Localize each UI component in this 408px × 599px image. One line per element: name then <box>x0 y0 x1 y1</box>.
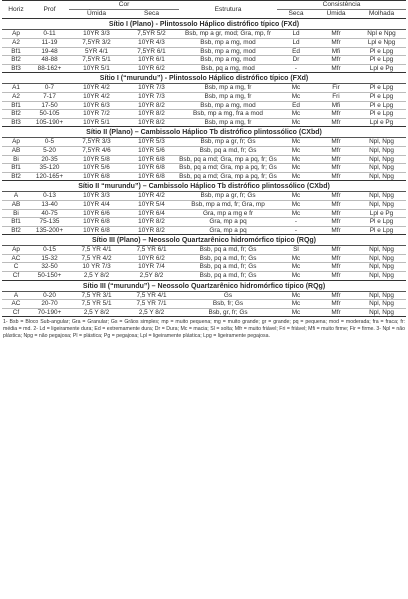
cell-umida: 7,5 YR 3/1 <box>69 291 124 300</box>
cell-c-umida: Mfi <box>315 47 357 56</box>
cell-seca: 10YR 8/2 <box>124 101 179 110</box>
cell-umida: 5YR 4/1 <box>69 47 124 56</box>
cell-molhada: Npl, Npg <box>357 192 406 201</box>
cell-seca: 10YR 7/4 <box>124 263 179 272</box>
cell-seca: 7,5 YR 7/1 <box>124 300 179 309</box>
table-row <box>2 92 406 101</box>
cell-seca: 10YR 8/2 <box>124 218 179 227</box>
cell-seca: 10YR 6/2 <box>124 254 179 263</box>
cell-c-seca: - <box>277 218 315 227</box>
section-header <box>2 235 406 246</box>
cell-prof: 70-190+ <box>30 308 69 317</box>
cell-umida: 10YR 4/4 <box>69 200 124 209</box>
table-row <box>2 172 406 181</box>
col-header-prof: Prof <box>30 1 69 19</box>
cell-umida: 7,5YR 4/6 <box>69 146 124 155</box>
cell-c-umida: Mfr <box>315 246 357 255</box>
cell-umida: 10YR 6/8 <box>69 226 124 235</box>
cell-estrutura: Bsb, mp a mg, mod <box>179 47 277 56</box>
cell-prof: 17-50 <box>30 101 69 110</box>
cell-estrutura: Bsb, mp a md, fr; Gra, mp <box>179 200 277 209</box>
cell-seca: 10YR 7/3 <box>124 84 179 93</box>
cell-c-seca: Ed <box>277 47 315 56</box>
cell-c-seca: Mc <box>277 172 315 181</box>
cell-c-umida: Mfr <box>315 226 357 235</box>
cell-c-seca: Mc <box>277 118 315 127</box>
cell-horiz: Cf <box>2 272 30 281</box>
cell-seca: 10YR 4/2 <box>124 192 179 201</box>
cell-umida: 10YR 5/1 <box>69 118 124 127</box>
cell-c-seca: Mc <box>277 209 315 218</box>
cell-horiz: Bf2 <box>2 172 30 181</box>
cell-seca: 10YR 6/1 <box>124 56 179 65</box>
cell-molhada: Npl, Npg <box>357 200 406 209</box>
cell-umida: 10YR 4/2 <box>69 84 124 93</box>
cell-c-umida: Mfr <box>315 118 357 127</box>
cell-c-seca: Sl <box>277 246 315 255</box>
cell-estrutura: Bsb, mp a mg, fr <box>179 84 277 93</box>
table-row <box>2 200 406 209</box>
cell-umida: 10YR 6/3 <box>69 101 124 110</box>
cell-prof: 105-190+ <box>30 118 69 127</box>
table-row <box>2 155 406 164</box>
cell-c-umida: Mfi <box>315 101 357 110</box>
cell-molhada: Npl, Npg <box>357 138 406 147</box>
cell-estrutura: Bsb, pq a md; Gra, mp a pq, fr; Gs <box>179 155 277 163</box>
cell-umida: 10YR 5/1 <box>69 64 124 73</box>
cell-c-seca: Mc <box>277 146 315 155</box>
cell-horiz: Bf1 <box>2 218 30 227</box>
col-header-estrutura: Estrutura <box>179 1 277 19</box>
cell-c-umida: Mfr <box>315 56 357 65</box>
cell-c-seca: Ld <box>277 39 315 48</box>
cell-molhada: Pl e Lpg <box>357 56 406 65</box>
cell-estrutura: Bsb, mp a gr, fr; Gs <box>179 192 277 201</box>
cell-c-umida: Mfr <box>315 146 357 155</box>
table-row <box>2 146 406 155</box>
cell-umida: 10 YR 7/3 <box>69 263 124 272</box>
cell-estrutura: Bsb, gr, fr; Gs <box>179 308 277 317</box>
cell-molhada: Pl e Lpg <box>357 84 406 93</box>
cell-prof: 135-200+ <box>30 226 69 235</box>
section-title: Sítio II “murundu”) – Cambissolo Háplico Tb distrófico plintossólico (CXbd) <box>2 181 406 192</box>
table-row <box>2 56 406 65</box>
cell-umida: 10YR 6/6 <box>69 209 124 218</box>
cell-seca: 10YR 6/8 <box>124 164 179 173</box>
cell-prof: 0-7 <box>30 84 69 93</box>
cell-estrutura: Bsb, pq a md, fr; Gs <box>179 146 277 155</box>
cell-horiz: Bf3 <box>2 118 30 127</box>
cell-molhada: Npl, Npg <box>357 308 406 317</box>
cell-seca: 10YR 6/8 <box>124 155 179 164</box>
col-header-seca: Seca <box>124 10 179 19</box>
cell-horiz: Ap <box>2 138 30 147</box>
cell-molhada: Npl, Npg <box>357 155 406 164</box>
section-header <box>2 181 406 192</box>
cell-umida: 7,5 YR 5/1 <box>69 300 124 309</box>
cell-prof: 0-5 <box>30 138 69 147</box>
col-header-umida: Úmida <box>69 10 124 19</box>
cell-molhada: Npl, Npg <box>357 263 406 272</box>
cell-prof: 5-20 <box>30 146 69 155</box>
cell-umida: 10YR 7/2 <box>69 110 124 119</box>
cell-horiz: AC <box>2 300 30 309</box>
cell-estrutura: Bsb, pq a md; Gra, mp a pq, fr; Gs <box>179 172 277 180</box>
cell-seca: 7,5 YR 6/1 <box>124 246 179 255</box>
cell-c-umida: Mfr <box>315 254 357 263</box>
cell-horiz: AC <box>2 254 30 263</box>
cell-c-umida: Mfr <box>315 209 357 218</box>
cell-molhada: Pl e Lpg <box>357 226 406 235</box>
cell-estrutura: Bsb, pq a md, fr; Gs <box>179 254 277 263</box>
cell-c-seca: Ed <box>277 101 315 110</box>
cell-molhada: Lpl e Npg <box>357 39 406 48</box>
cell-umida: 10YR 4/2 <box>69 92 124 101</box>
section-title: Sítio II (Plano) – Cambissolo Háplico Tb distrófico plintossólico (CXbd) <box>2 127 406 138</box>
cell-c-seca: Mc <box>277 308 315 317</box>
cell-prof: 15-32 <box>30 254 69 263</box>
cell-estrutura: Bsb, pq a md; Gra, mp a pq, fr; Gs <box>179 164 277 172</box>
cell-horiz: Ap <box>2 246 30 255</box>
table-body <box>2 19 406 317</box>
cell-seca: 10YR 4/3 <box>124 39 179 48</box>
cell-molhada: Lpl e Pg <box>357 64 406 73</box>
cell-horiz: Cf <box>2 308 30 317</box>
cell-seca: 2,5 Y 8/2 <box>124 308 179 317</box>
cell-c-seca: Mc <box>277 110 315 119</box>
cell-estrutura: Bsb, mp a mg, fr <box>179 118 277 127</box>
table-row <box>2 291 406 300</box>
cell-molhada: Npl, Npg <box>357 254 406 263</box>
section-header <box>2 73 406 84</box>
cell-c-umida: Fir <box>315 84 357 93</box>
cell-molhada: Npl, Npg <box>357 272 406 281</box>
cell-horiz: Bf1 <box>2 47 30 56</box>
cell-estrutura: Bsb, mp a mg, mod <box>179 101 277 110</box>
cell-c-umida: Mfr <box>315 218 357 227</box>
cell-prof: 0-20 <box>30 291 69 300</box>
cell-prof: 0-15 <box>30 246 69 255</box>
cell-molhada: Npl, Npg <box>357 246 406 255</box>
cell-estrutura: Bsb, mp a mg, mod <box>179 56 277 65</box>
table-row <box>2 101 406 110</box>
cell-c-seca: Mc <box>277 254 315 263</box>
cell-seca: 2,5Y 8/2 <box>124 272 179 281</box>
cell-estrutura: Bsb, pq a mg, mod <box>179 64 277 73</box>
cell-molhada: Npl, Npg <box>357 164 406 173</box>
cell-c-seca: Mc <box>277 272 315 281</box>
table-row <box>2 110 406 119</box>
cell-c-umida: Mfr <box>315 164 357 173</box>
cell-prof: 0-11 <box>30 30 69 39</box>
table-row <box>2 64 406 73</box>
cell-c-seca: Mc <box>277 300 315 309</box>
cell-estrutura: Gs <box>179 291 277 300</box>
cell-seca: 10YR 8/2 <box>124 226 179 235</box>
col-header-consistencia: Consistência <box>277 1 406 10</box>
cell-prof: 11-19 <box>30 39 69 48</box>
cell-c-seca: Mc <box>277 84 315 93</box>
cell-molhada: Pl e Lpg <box>357 47 406 56</box>
cell-prof: 35-120 <box>30 164 69 173</box>
cell-seca: 7,5 YR 4/1 <box>124 291 179 300</box>
cell-c-seca: Mc <box>277 200 315 209</box>
cell-estrutura: Bsb, fr; Gs <box>179 300 277 309</box>
cell-c-seca: - <box>277 64 315 73</box>
cell-prof: 20-70 <box>30 300 69 309</box>
table-row <box>2 246 406 255</box>
cell-umida: 2,5 Y 8/2 <box>69 272 124 281</box>
table-row <box>2 192 406 201</box>
cell-umida: 10YR 3/3 <box>69 192 124 201</box>
cell-c-umida: Mfr <box>315 138 357 147</box>
cell-seca: 10YR 6/8 <box>124 172 179 181</box>
cell-umida: 7,5YR 3/3 <box>69 138 124 147</box>
cell-c-seca: Mc <box>277 138 315 147</box>
cell-estrutura: Gra, mp a pq <box>179 226 277 235</box>
cell-prof: 40-75 <box>30 209 69 218</box>
cell-c-seca: Dr <box>277 56 315 65</box>
cell-c-umida: Mfr <box>315 39 357 48</box>
cell-seca: 10YR 5/4 <box>124 200 179 209</box>
cell-prof: 19-48 <box>30 47 69 56</box>
cell-c-seca: - <box>277 226 315 235</box>
cell-umida: 7,5YR 5/1 <box>69 56 124 65</box>
cell-umida: 2,5 Y 8/2 <box>69 308 124 317</box>
cell-prof: 0-13 <box>30 192 69 201</box>
cell-prof: 32-50 <box>30 263 69 272</box>
cell-horiz: Bi <box>2 209 30 218</box>
section-title: Sítio I (Plano) - Plintossolo Háplico distrófico típico (FXd) <box>2 19 406 30</box>
cell-prof: 48-88 <box>30 56 69 65</box>
table-row <box>2 272 406 281</box>
cell-estrutura: Bsb, pq a md, fr; Gs <box>179 263 277 272</box>
cell-prof: 120-165+ <box>30 172 69 181</box>
cell-c-umida: Mfr <box>315 64 357 73</box>
cell-seca: 10YR 5/6 <box>124 146 179 155</box>
cell-estrutura: Gra, mp a mg e fr <box>179 209 277 218</box>
table-row <box>2 30 406 39</box>
cell-c-seca: Mc <box>277 164 315 173</box>
footnote: 1- Bsb = Bloco Sub-angular; Gra = Granular; Gs = Grãos simples; mp = muito pequena; mg = muito grande; gr = grande; pq = pequena; mod = moderada; fra = fraca; fr: média = md. 2- Ld = ligeiramente dura; Ed = extremamente dura; Dr = Dura; Mc = macia; Sl = solta; Mfr = muito friável; Fri = friável; Mfi = muito firme; Fir = firme. 3- Npl = não plástica; Npg = não pegajosa; Pl = plástica; Pg = pegajosa; Lpl = ligeiramente plástica; Lpg = ligeiramente pegajosa. <box>3 319 405 340</box>
soil-morphology-table <box>2 0 406 317</box>
cell-c-umida: Mfr <box>315 291 357 300</box>
table-row <box>2 308 406 317</box>
col-header-horiz: Horiz <box>2 1 30 19</box>
section-header <box>2 280 406 291</box>
section-header <box>2 19 406 30</box>
col-header-c-seca: Seca <box>277 10 315 19</box>
cell-molhada: Pl e Lpg <box>357 101 406 110</box>
cell-seca: 7,5YR 6/1 <box>124 47 179 56</box>
table-row <box>2 118 406 127</box>
cell-umida: 7,5 YR 4/1 <box>69 246 124 255</box>
section-title: Sítio I (“murundu”) - Plintossolo Háplico distrófico típico (FXd) <box>2 73 406 84</box>
cell-horiz: Bf1 <box>2 164 30 173</box>
cell-horiz: A <box>2 192 30 201</box>
table-row <box>2 84 406 93</box>
cell-molhada: Npl, Npg <box>357 172 406 181</box>
cell-molhada: Pl e Lpg <box>357 110 406 119</box>
table-row <box>2 209 406 218</box>
cell-seca: 10YR 5/3 <box>124 138 179 147</box>
cell-estrutura: Bsb, mp a mg, mod <box>179 39 277 48</box>
col-header-molhada: Molhada <box>357 10 406 19</box>
cell-c-seca: Mc <box>277 92 315 101</box>
table-row <box>2 164 406 173</box>
cell-c-seca: Mc <box>277 192 315 201</box>
cell-horiz: A <box>2 291 30 300</box>
cell-horiz: A1 <box>2 84 30 93</box>
cell-horiz: C <box>2 263 30 272</box>
cell-c-seca: Mc <box>277 263 315 272</box>
cell-molhada: Npl e Npg <box>357 30 406 39</box>
cell-estrutura: Bsb, mp a mg, fr <box>179 92 277 101</box>
cell-c-seca: Mc <box>277 291 315 300</box>
cell-umida: 7,5YR 3/2 <box>69 39 124 48</box>
section-title: Sítio III (Plano) – Neossolo Quartzarênico hidromórfico típico (RQg) <box>2 235 406 246</box>
cell-seca: 10YR 6/4 <box>124 209 179 218</box>
cell-c-seca: Mc <box>277 155 315 164</box>
cell-umida: 10YR 3/3 <box>69 30 124 39</box>
cell-prof: 50-105 <box>30 110 69 119</box>
cell-horiz: AB <box>2 146 30 155</box>
section-title: Sítio III (“murundu”) – Neossolo Quartzarênico hidromórfico típico (RQg) <box>2 280 406 291</box>
col-header-c-umida: Úmida <box>315 10 357 19</box>
cell-c-umida: Mfr <box>315 308 357 317</box>
cell-horiz: A2 <box>2 92 30 101</box>
cell-c-umida: Mfr <box>315 200 357 209</box>
cell-estrutura: Gra, mp a pq <box>179 218 277 227</box>
cell-c-umida: Mfr <box>315 110 357 119</box>
cell-estrutura: Bsb, mp a gr, mod; Gra, mp, fr <box>179 30 277 39</box>
cell-seca: 10YR 6/2 <box>124 64 179 73</box>
cell-estrutura: Bsb, pq a md, fr; Gs <box>179 246 277 255</box>
cell-c-umida: Mfr <box>315 300 357 309</box>
cell-molhada: Pl e Lpg <box>357 218 406 227</box>
cell-seca: 10YR 8/2 <box>124 118 179 127</box>
cell-estrutura: Bsb, mp a gr, fr; Gs <box>179 138 277 147</box>
cell-umida: 10YR 6/8 <box>69 172 124 181</box>
cell-c-umida: Mfr <box>315 263 357 272</box>
cell-seca: 10YR 8/2 <box>124 110 179 119</box>
cell-c-seca: Ld <box>277 30 315 39</box>
table-row <box>2 218 406 227</box>
cell-molhada: Lpl e Pg <box>357 118 406 127</box>
table-row <box>2 300 406 309</box>
cell-horiz: Bf1 <box>2 101 30 110</box>
table-row <box>2 254 406 263</box>
table-row <box>2 47 406 56</box>
cell-umida: 10YR 5/8 <box>69 155 124 164</box>
cell-c-umida: Mfr <box>315 272 357 281</box>
cell-molhada: Lpl e Pg <box>357 209 406 218</box>
cell-c-umida: Mfr <box>315 30 357 39</box>
cell-horiz: Ap <box>2 30 30 39</box>
cell-estrutura: Bsb, mp a mg, fra a mod <box>179 110 277 119</box>
table-row <box>2 39 406 48</box>
cell-seca: 7,5YR 5/2 <box>124 30 179 39</box>
cell-horiz: Bf2 <box>2 56 30 65</box>
table-row <box>2 226 406 235</box>
table-row <box>2 263 406 272</box>
cell-molhada: Npl, Npg <box>357 300 406 309</box>
cell-molhada: Npl, Npg <box>357 146 406 155</box>
cell-umida: 10YR 6/8 <box>69 218 124 227</box>
cell-horiz: AB <box>2 200 30 209</box>
cell-c-umida: Mfr <box>315 172 357 181</box>
cell-c-umida: Fri <box>315 92 357 101</box>
cell-horiz: Bf2 <box>2 226 30 235</box>
cell-prof: 75-135 <box>30 218 69 227</box>
section-header <box>2 127 406 138</box>
cell-molhada: Npl, Npg <box>357 291 406 300</box>
table-row <box>2 138 406 147</box>
cell-horiz: Bf3 <box>2 64 30 73</box>
cell-prof: 50-150+ <box>30 272 69 281</box>
cell-seca: 10YR 7/3 <box>124 92 179 101</box>
cell-prof: 88-162+ <box>30 64 69 73</box>
cell-umida: 7,5 YR 4/2 <box>69 254 124 263</box>
cell-c-umida: Mfr <box>315 155 357 164</box>
cell-prof: 20-35 <box>30 155 69 164</box>
cell-prof: 7-17 <box>30 92 69 101</box>
cell-horiz: Bi <box>2 155 30 164</box>
cell-horiz: Bf2 <box>2 110 30 119</box>
cell-c-umida: Mfr <box>315 192 357 201</box>
cell-estrutura: Bsb, pq a md, fr; Gs <box>179 272 277 281</box>
cell-prof: 13-40 <box>30 200 69 209</box>
cell-horiz: A2 <box>2 39 30 48</box>
cell-molhada: Pl e Lpg <box>357 92 406 101</box>
col-header-cor: Cor <box>69 1 179 10</box>
cell-umida: 10YR 5/6 <box>69 164 124 173</box>
